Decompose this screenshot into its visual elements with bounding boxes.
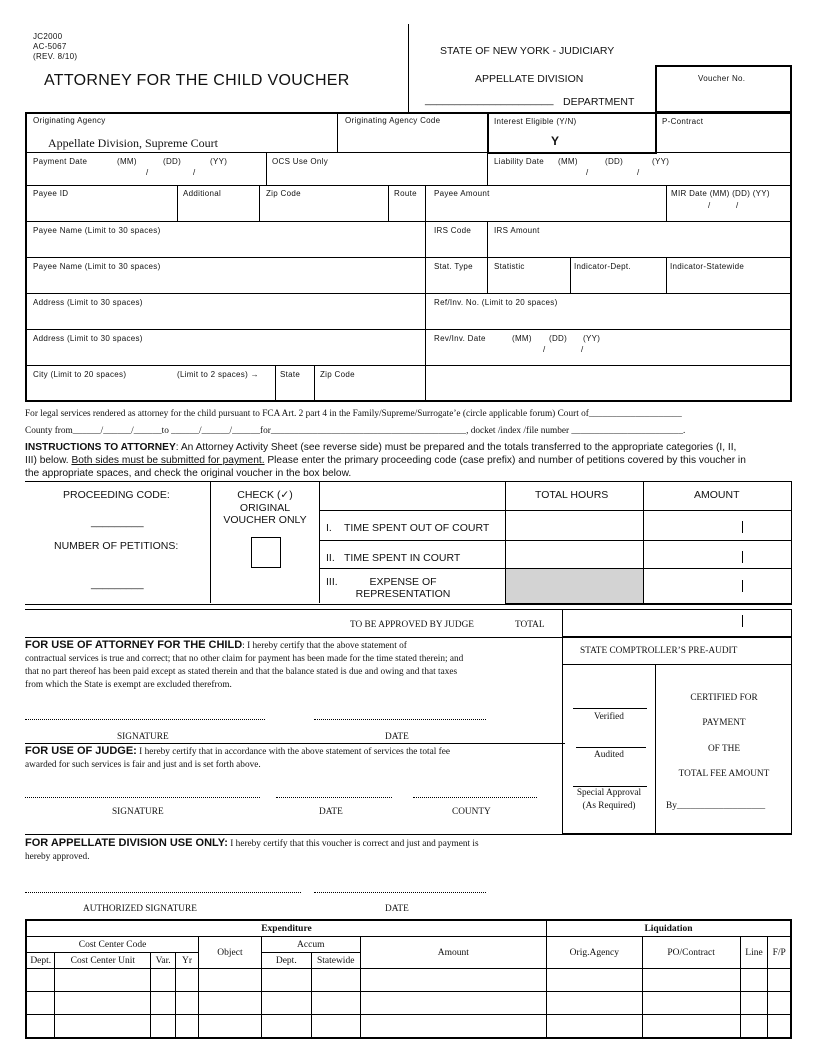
yr-header: Yr [176, 953, 199, 969]
special-approval-label [563, 787, 655, 813]
statistic-label: Statistic [494, 262, 525, 271]
audited-label: Audited [594, 750, 624, 760]
legal-line-2: County from______/______/______to ______/______/______for__________________________________________, docket /index /file number ________________________. [25, 426, 686, 436]
petitions-field[interactable]: _________ [91, 578, 144, 590]
check-line-2: ORIGINAL [239, 501, 291, 514]
time-out-of-court-label: TIME SPENT OUT OF COURT [344, 522, 490, 534]
interest-eligible-value[interactable]: Y [551, 134, 560, 148]
attorney-heading: FOR USE OF ATTORNEY FOR THE CHILD [25, 639, 243, 651]
instructions-text-1: : An Attorney Activity Sheet (see reverse side) must be prepared and the totals transferred to the appropriate categories (I, II, [175, 442, 737, 453]
attorney-date-label: DATE [385, 732, 409, 742]
legal-line-1: For legal services rendered as attorney for the child pursuant to FCA Art. 2 part 4 in the Family/Supreme/Surrogate’e (circle applicable forum) Court of____________________ [25, 409, 682, 419]
special-approval-line-1: Special Approval [576, 788, 642, 798]
certified-line-4: TOTAL FEE AMOUNT [678, 768, 770, 779]
mir-slash-1: / [708, 201, 711, 210]
hours-in-court-field[interactable] [506, 541, 642, 567]
address-1-label: Address (Limit to 30 spaces) [33, 298, 143, 307]
statewide-header: Statewide [311, 953, 360, 969]
liquidation-header: Liquidation [546, 920, 791, 937]
check-line-1: CHECK (✓) [237, 489, 293, 501]
stat-type-label: Stat. Type [434, 262, 473, 271]
indicator-statewide-label: Indicator-Statewide [670, 262, 745, 271]
amount-expense-field[interactable] [644, 569, 791, 603]
payment-slash-1: / [146, 168, 149, 177]
department-blank[interactable]: ______________________ [425, 94, 554, 106]
liability-slash-2: / [637, 168, 640, 177]
department-label: DEPARTMENT [563, 96, 635, 108]
mir-slash-2: / [736, 201, 739, 210]
voucher-number-label: Voucher No. [698, 74, 746, 83]
liability-date-label: Liability Date [494, 157, 545, 166]
payee-name-2-label: Payee Name (Limit to 30 spaces) [33, 262, 161, 271]
by-field[interactable]: By___________________ [666, 801, 766, 811]
division-heading: APPELLATE DIVISION [475, 73, 584, 85]
payee-amount-label: Payee Amount [434, 189, 490, 198]
accum-header: Accum [261, 937, 360, 953]
instructions-text-2b: Both sides must be submitted for payment. [71, 455, 265, 466]
proceeding-code-field[interactable]: _________ [91, 516, 144, 528]
page-title: ATTORNEY FOR THE CHILD VOUCHER [44, 72, 350, 89]
judge-text-1: I hereby certify that in accordance with the above statement of services the total fee [136, 747, 450, 757]
instructions-text-3: the appropriate spaces, and check the original voucher in the box below. [25, 468, 352, 479]
ocs-use-label: OCS Use Only [272, 157, 329, 166]
object-header: Object [199, 937, 262, 969]
attorney-text-4: from which the State is exempt are excluded therefrom. [25, 680, 232, 690]
instructions-text-2a: III) below. [25, 455, 72, 466]
check-line-3: VOUCHER ONLY [223, 514, 307, 526]
certified-line-2: PAYMENT [702, 718, 746, 729]
expense-hours-shaded [506, 569, 643, 603]
proceeding-code-label: PROCEEDING CODE: [63, 489, 170, 501]
fp-header: F/P [768, 937, 791, 969]
attorney-signature-label: SIGNATURE [117, 732, 169, 742]
rev-inv-slash-1: / [543, 345, 546, 354]
judge-signature-label: SIGNATURE [112, 807, 164, 817]
ref-inv-label: Ref/Inv. No. (Limit to 20 spaces) [434, 298, 558, 307]
rev-inv-date-label: Rev/Inv. Date [434, 334, 486, 343]
judge-date-line[interactable] [276, 797, 392, 798]
attorney-text-1: : I hereby certify that the above statement of [242, 641, 407, 651]
originating-agency-label: Originating Agency [33, 116, 106, 125]
judge-certification [25, 743, 565, 770]
expense-line-1: EXPENSE OF [369, 576, 437, 588]
certified-line-1: CERTIFIED FOR [690, 693, 758, 703]
state-heading: STATE OF NEW YORK - JUDICIARY [440, 45, 615, 57]
payee-id-label: Payee ID [33, 189, 69, 198]
city-label: City (Limit to 20 spaces) [33, 370, 127, 379]
hours-out-of-court-field[interactable] [506, 511, 642, 539]
verified-label: Verified [594, 712, 624, 722]
dept-header: Dept. [26, 953, 55, 969]
route-label: Route [394, 189, 417, 198]
attorney-text-2: contractual services is true and correct; that no other claim for payment has been made for the time stated therein; and [25, 654, 464, 664]
judge-heading: FOR USE OF JUDGE: [25, 745, 137, 757]
appellate-text-1: I hereby certify that this voucher is correct and just and payment is [227, 839, 479, 849]
additional-label: Additional [183, 189, 222, 198]
authorized-signature-line[interactable] [25, 892, 301, 893]
cost-center-code-header: Cost Center Code [26, 937, 199, 953]
instructions-text-2c: Please enter the primary proceeding code (case prefix) and number of petitions covered by this voucher in [264, 455, 746, 466]
var-header: Var. [151, 953, 176, 969]
indicator-dept-label: Indicator-Dept. [574, 262, 631, 271]
row-2-number: II. [326, 552, 335, 564]
payee-name-1-label: Payee Name (Limit to 30 spaces) [33, 226, 161, 235]
amount-out-of-court-field[interactable] [644, 511, 791, 539]
accum-dept-header: Dept. [261, 953, 311, 969]
p-contract-label: P-Contract [662, 117, 704, 126]
table-row[interactable] [26, 992, 791, 1015]
payment-dd: (DD) [163, 157, 182, 166]
liability-mm: (MM) [558, 157, 578, 166]
payment-date-label: Payment Date [33, 157, 88, 166]
judge-signature-line[interactable] [25, 797, 260, 798]
cost-center-unit-header: Cost Center Unit [55, 953, 151, 969]
preaudit-title: STATE COMPTROLLER’S PRE-AUDIT [580, 646, 738, 656]
amount-col-header: Amount [360, 937, 546, 969]
certified-block [656, 686, 792, 787]
state-label: State [280, 370, 301, 379]
to-be-approved-label: TO BE APPROVED BY JUDGE [350, 620, 474, 630]
check-original-label [212, 489, 318, 527]
original-voucher-checkbox[interactable] [251, 537, 281, 568]
rev-inv-mm: (MM) [512, 334, 532, 343]
instructions [25, 441, 797, 480]
number-of-petitions-label: NUMBER OF PETITIONS: [54, 540, 179, 552]
attorney-text-3: that no part thereof has been paid except as stated therein and that the balance stated is due and owing and that taxes [25, 667, 458, 677]
voucher-number-field[interactable] [655, 65, 792, 113]
judge-date-label: DATE [319, 807, 343, 817]
row-3-number: III. [326, 576, 338, 588]
rev-inv-slash-2: / [581, 345, 584, 354]
liability-dd: (DD) [605, 157, 624, 166]
rev-inv-dd: (DD) [549, 334, 568, 343]
form-code: AC-5067 [33, 42, 67, 51]
line-header: Line [740, 937, 768, 969]
appellate-text-2: hereby approved. [25, 852, 90, 862]
total-hours-header: TOTAL HOURS [535, 489, 609, 501]
expenditure-header: Expenditure [26, 920, 546, 937]
authorized-signature-label: AUTHORIZED SIGNATURE [83, 904, 197, 914]
instructions-label: INSTRUCTIONS TO ATTORNEY [25, 442, 176, 453]
attorney-signature-line[interactable] [25, 719, 265, 720]
appellate-certification [25, 834, 585, 861]
liability-yy: (YY) [652, 157, 670, 166]
finance-table [25, 919, 792, 1039]
originating-agency-code-label: Originating Agency Code [345, 116, 441, 125]
irs-code-label: IRS Code [434, 226, 472, 235]
special-approval-line-2: (As Required) [582, 801, 636, 811]
limit-2-label: (Limit to 2 spaces) → [177, 370, 259, 379]
payee-zip-label: Zip Code [266, 189, 301, 198]
appellate-heading: FOR APPELLATE DIVISION USE ONLY: [25, 837, 228, 849]
originating-agency-value[interactable]: Appellate Division, Supreme Court [48, 136, 218, 150]
interest-eligible-label: Interest Eligible (Y/N) [494, 117, 577, 126]
judge-text-2: awarded for such services is fair and just and is set forth above. [25, 760, 261, 770]
payment-mm: (MM) [117, 157, 137, 166]
total-label: TOTAL [515, 620, 545, 630]
judge-county-label: COUNTY [452, 807, 491, 817]
city-zip-label: Zip Code [320, 370, 355, 379]
liability-slash-1: / [586, 168, 589, 177]
irs-amount-label: IRS Amount [494, 226, 540, 235]
payment-slash-2: / [193, 168, 196, 177]
amount-in-court-field[interactable] [644, 541, 791, 567]
rev-inv-yy: (YY) [583, 334, 601, 343]
expense-label [340, 576, 466, 600]
attorney-date-line[interactable] [314, 719, 486, 720]
orig-agency-header: Orig.Agency [546, 937, 642, 969]
appellate-date-line[interactable] [314, 892, 486, 893]
certified-line-3: OF THE [707, 743, 741, 754]
attorney-certification [25, 637, 565, 690]
appellate-date-label: DATE [385, 904, 409, 914]
row-1-number: I. [326, 522, 332, 534]
expense-line-2: REPRESENTATION [355, 588, 451, 600]
table-row[interactable] [26, 1015, 791, 1039]
form-id: JC2000 [33, 32, 63, 41]
total-amount-field[interactable] [562, 609, 792, 637]
form-revision: (REV. 8/10) [33, 52, 78, 61]
po-contract-header: PO/Contract [642, 937, 740, 969]
table-row[interactable] [26, 969, 791, 992]
time-in-court-label: TIME SPENT IN COURT [344, 552, 461, 564]
mir-date-label: MIR Date (MM) (DD) (YY) [671, 189, 770, 198]
amount-header: AMOUNT [694, 489, 740, 501]
judge-county-line[interactable] [413, 797, 537, 798]
payment-yy: (YY) [210, 157, 228, 166]
address-2-label: Address (Limit to 30 spaces) [33, 334, 143, 343]
